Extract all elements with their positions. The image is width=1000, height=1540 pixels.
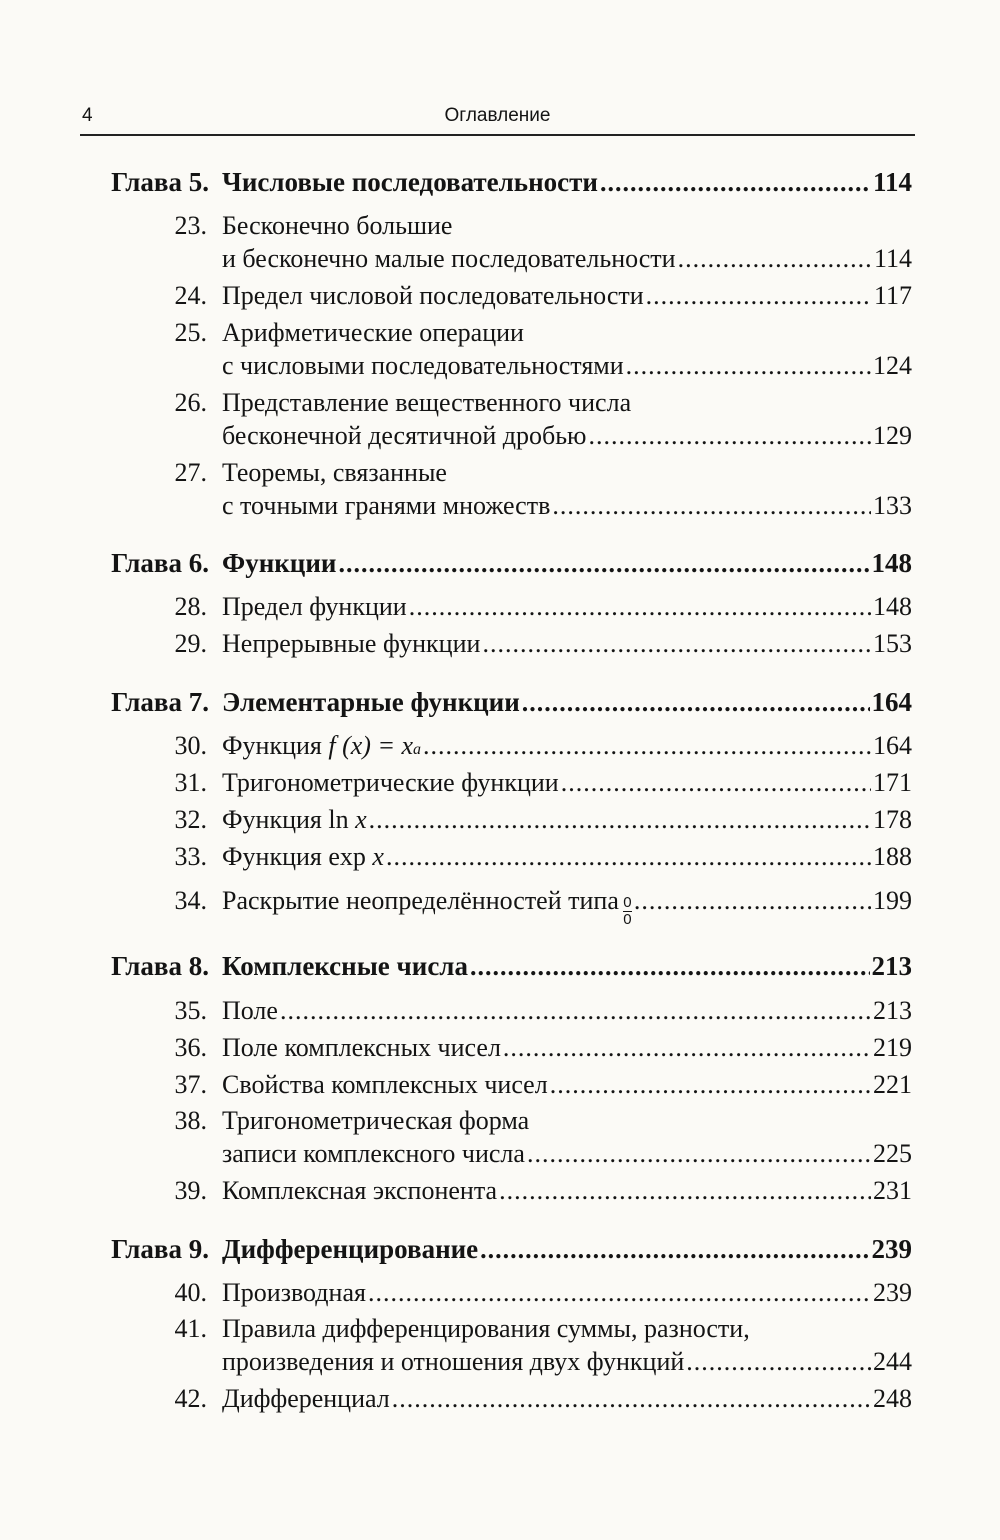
page-ref: 225: [873, 1139, 912, 1168]
section-title: Свойства комплексных чисел: [222, 1070, 548, 1099]
section-number: 31.: [174, 768, 207, 797]
toc-chapter-8[interactable]: [0, 948, 1000, 984]
chapter-title: Функции: [222, 548, 337, 578]
formula: f (x) = x: [328, 731, 414, 760]
page-ref: 148: [871, 548, 912, 578]
section-title: записи комплексного числа: [222, 1139, 525, 1168]
leader-dots: [588, 418, 871, 454]
leader-dots: [280, 993, 871, 1029]
page-ref: 248: [873, 1384, 912, 1413]
page-ref: 239: [871, 1234, 912, 1264]
section-title-line1: Правила дифференцирования суммы, разности,: [222, 1314, 750, 1343]
toc-section-38-line1[interactable]: [0, 1103, 1000, 1139]
toc-section-42[interactable]: [0, 1381, 1000, 1417]
page-ref: 153: [873, 629, 912, 658]
section-title: Поле комплексных чисел: [222, 1033, 501, 1062]
fraction-zero-over-zero: [623, 895, 632, 928]
running-title: Оглавление: [444, 105, 551, 126]
section-number: 38.: [174, 1106, 207, 1135]
page-ref: 164: [871, 687, 912, 717]
page-ref: 213: [873, 996, 912, 1025]
leader-dots: [368, 1275, 871, 1311]
page-ref: 133: [873, 491, 912, 520]
chapter-label: Глава 5.: [111, 167, 209, 197]
page-ref: 178: [873, 805, 912, 834]
section-title: с числовыми последовательностями: [222, 351, 624, 380]
leader-dots: [550, 1067, 871, 1103]
section-title: Предел числовой последовательности: [222, 281, 644, 310]
section-title-line1: Представление вещественного числа: [222, 388, 632, 417]
leader-dots: [678, 241, 872, 277]
leader-dots: [386, 839, 871, 875]
section-number: 37.: [174, 1070, 207, 1099]
toc-section-29[interactable]: [0, 626, 1000, 662]
toc-section-25-line1[interactable]: [0, 315, 1000, 351]
section-number: 28.: [174, 592, 207, 621]
section-number: 34.: [174, 886, 207, 915]
leader-dots: [392, 1381, 871, 1417]
toc-section-28[interactable]: [0, 589, 1000, 625]
toc-section-31[interactable]: [0, 765, 1000, 801]
chapter-title: Числовые последовательности: [222, 167, 598, 197]
toc-section-40[interactable]: [0, 1275, 1000, 1311]
toc-section-30[interactable]: [0, 728, 1000, 764]
toc-section-23-line1[interactable]: [0, 208, 1000, 244]
formula: x: [372, 842, 384, 871]
page-ref: 114: [873, 244, 912, 273]
toc-section-27[interactable]: [0, 488, 1000, 524]
chapter-title: Комплексные числа: [222, 951, 468, 981]
page-ref: 231: [873, 1176, 912, 1205]
toc-section-39[interactable]: [0, 1173, 1000, 1209]
leader-dots: [480, 1232, 869, 1268]
toc-section-41-line1[interactable]: [0, 1311, 1000, 1347]
toc-section-35[interactable]: [0, 993, 1000, 1029]
toc-section-32[interactable]: [0, 802, 1000, 838]
chapter-label: Глава 7.: [111, 687, 209, 717]
section-number: 42.: [174, 1384, 207, 1413]
section-number: 33.: [174, 842, 207, 871]
section-title: с точными гранями множеств: [222, 491, 551, 520]
section-number: 40.: [174, 1278, 207, 1307]
toc-chapter-7[interactable]: [0, 684, 1000, 720]
section-title: Производная: [222, 1278, 366, 1307]
section-title: произведения и отношения двух функций: [222, 1347, 685, 1376]
page-number: 4: [82, 105, 93, 126]
leader-dots: [482, 626, 871, 662]
page-ref: 199: [873, 886, 912, 915]
page-ref: 114: [872, 167, 912, 197]
leader-dots: [423, 728, 871, 764]
section-title: Функция ln: [222, 805, 349, 834]
page-ref: 148: [873, 592, 912, 621]
page-ref: 219: [873, 1033, 912, 1062]
toc-section-33[interactable]: [0, 839, 1000, 875]
leader-dots: [409, 589, 871, 625]
section-title-line1: Тригонометрическая форма: [222, 1106, 530, 1135]
section-title: Тригонометрические функции: [222, 768, 559, 797]
section-title: Функция: [222, 731, 322, 760]
toc-section-36[interactable]: [0, 1030, 1000, 1066]
section-number: 23.: [174, 211, 207, 240]
page-ref: 129: [873, 421, 912, 450]
section-title-line1: Арифметические операции: [222, 318, 524, 347]
section-number: 35.: [174, 996, 207, 1025]
section-number: 41.: [174, 1314, 207, 1343]
leader-dots: [369, 802, 871, 838]
leader-dots: [634, 883, 871, 919]
leader-dots: [552, 488, 871, 524]
toc-section-26[interactable]: [0, 418, 1000, 454]
fraction-numerator: 0: [623, 894, 632, 911]
section-title-line1: Теоремы, связанные: [222, 458, 447, 487]
toc-section-25[interactable]: [0, 348, 1000, 384]
leader-dots: [522, 685, 870, 721]
toc-section-26-line1[interactable]: [0, 385, 1000, 421]
chapter-label: Глава 8.: [111, 951, 209, 981]
chapter-title: Элементарные функции: [222, 687, 520, 717]
section-number: 24.: [174, 281, 207, 310]
section-number: 39.: [174, 1176, 207, 1205]
leader-dots: [470, 949, 870, 985]
toc-section-24[interactable]: [0, 278, 1000, 314]
section-number: 36.: [174, 1033, 207, 1062]
section-number: 29.: [174, 629, 207, 658]
page-ref: 221: [873, 1070, 912, 1099]
leader-dots: [527, 1136, 871, 1172]
section-title: Функция exp: [222, 842, 366, 871]
section-number: 25.: [174, 318, 207, 347]
toc-section-41[interactable]: [0, 1344, 1000, 1380]
toc-section-27-line1[interactable]: [0, 455, 1000, 491]
section-title: Комплексная экспонента: [222, 1176, 498, 1205]
page-ref: 244: [873, 1347, 912, 1376]
page-ref: 239: [873, 1278, 912, 1307]
leader-dots: [499, 1173, 871, 1209]
toc-section-23[interactable]: [0, 241, 1000, 277]
section-title-line1: Бесконечно большие: [222, 211, 453, 240]
leader-dots: [561, 765, 871, 801]
fraction-denominator: 0: [623, 911, 632, 928]
section-title: Раскрытие неопределённостей типа: [222, 886, 619, 915]
toc-section-34[interactable]: [0, 883, 1000, 928]
formula-superscript: a: [413, 741, 422, 758]
chapter-label: Глава 9.: [111, 1234, 209, 1264]
leader-dots: [686, 1344, 871, 1380]
section-number: 32.: [174, 805, 207, 834]
section-number: 30.: [174, 731, 207, 760]
chapter-title: Дифференцирование: [222, 1234, 479, 1264]
toc-section-38[interactable]: [0, 1136, 1000, 1172]
leader-dots: [503, 1030, 871, 1066]
section-title: Поле: [222, 996, 278, 1025]
page-ref: 213: [871, 951, 912, 981]
section-title: бесконечной десятичной дробью: [222, 421, 587, 450]
page-ref: 171: [873, 768, 912, 797]
leader-dots: [646, 278, 872, 314]
section-title: Непрерывные функции: [222, 629, 481, 658]
page-ref: 164: [873, 731, 912, 760]
running-header: [80, 100, 915, 136]
chapter-label: Глава 6.: [111, 548, 209, 578]
leader-dots: [626, 348, 871, 384]
leader-dots: [600, 165, 871, 201]
section-number: 26.: [174, 388, 207, 417]
page-ref: 124: [873, 351, 912, 380]
section-title: и бесконечно малые последовательности: [222, 244, 676, 273]
page-ref: 117: [873, 281, 912, 310]
page-ref: 188: [873, 842, 912, 871]
formula: x: [355, 805, 367, 834]
leader-dots: [338, 546, 869, 582]
toc-section-37[interactable]: [0, 1067, 1000, 1103]
toc-chapter-9[interactable]: [0, 1231, 1000, 1267]
section-title: Предел функции: [222, 592, 407, 621]
section-title: Дифференциал: [222, 1384, 390, 1413]
toc-chapter-5[interactable]: [0, 164, 1000, 200]
section-number: 27.: [174, 458, 207, 487]
toc-chapter-6[interactable]: [0, 545, 1000, 581]
